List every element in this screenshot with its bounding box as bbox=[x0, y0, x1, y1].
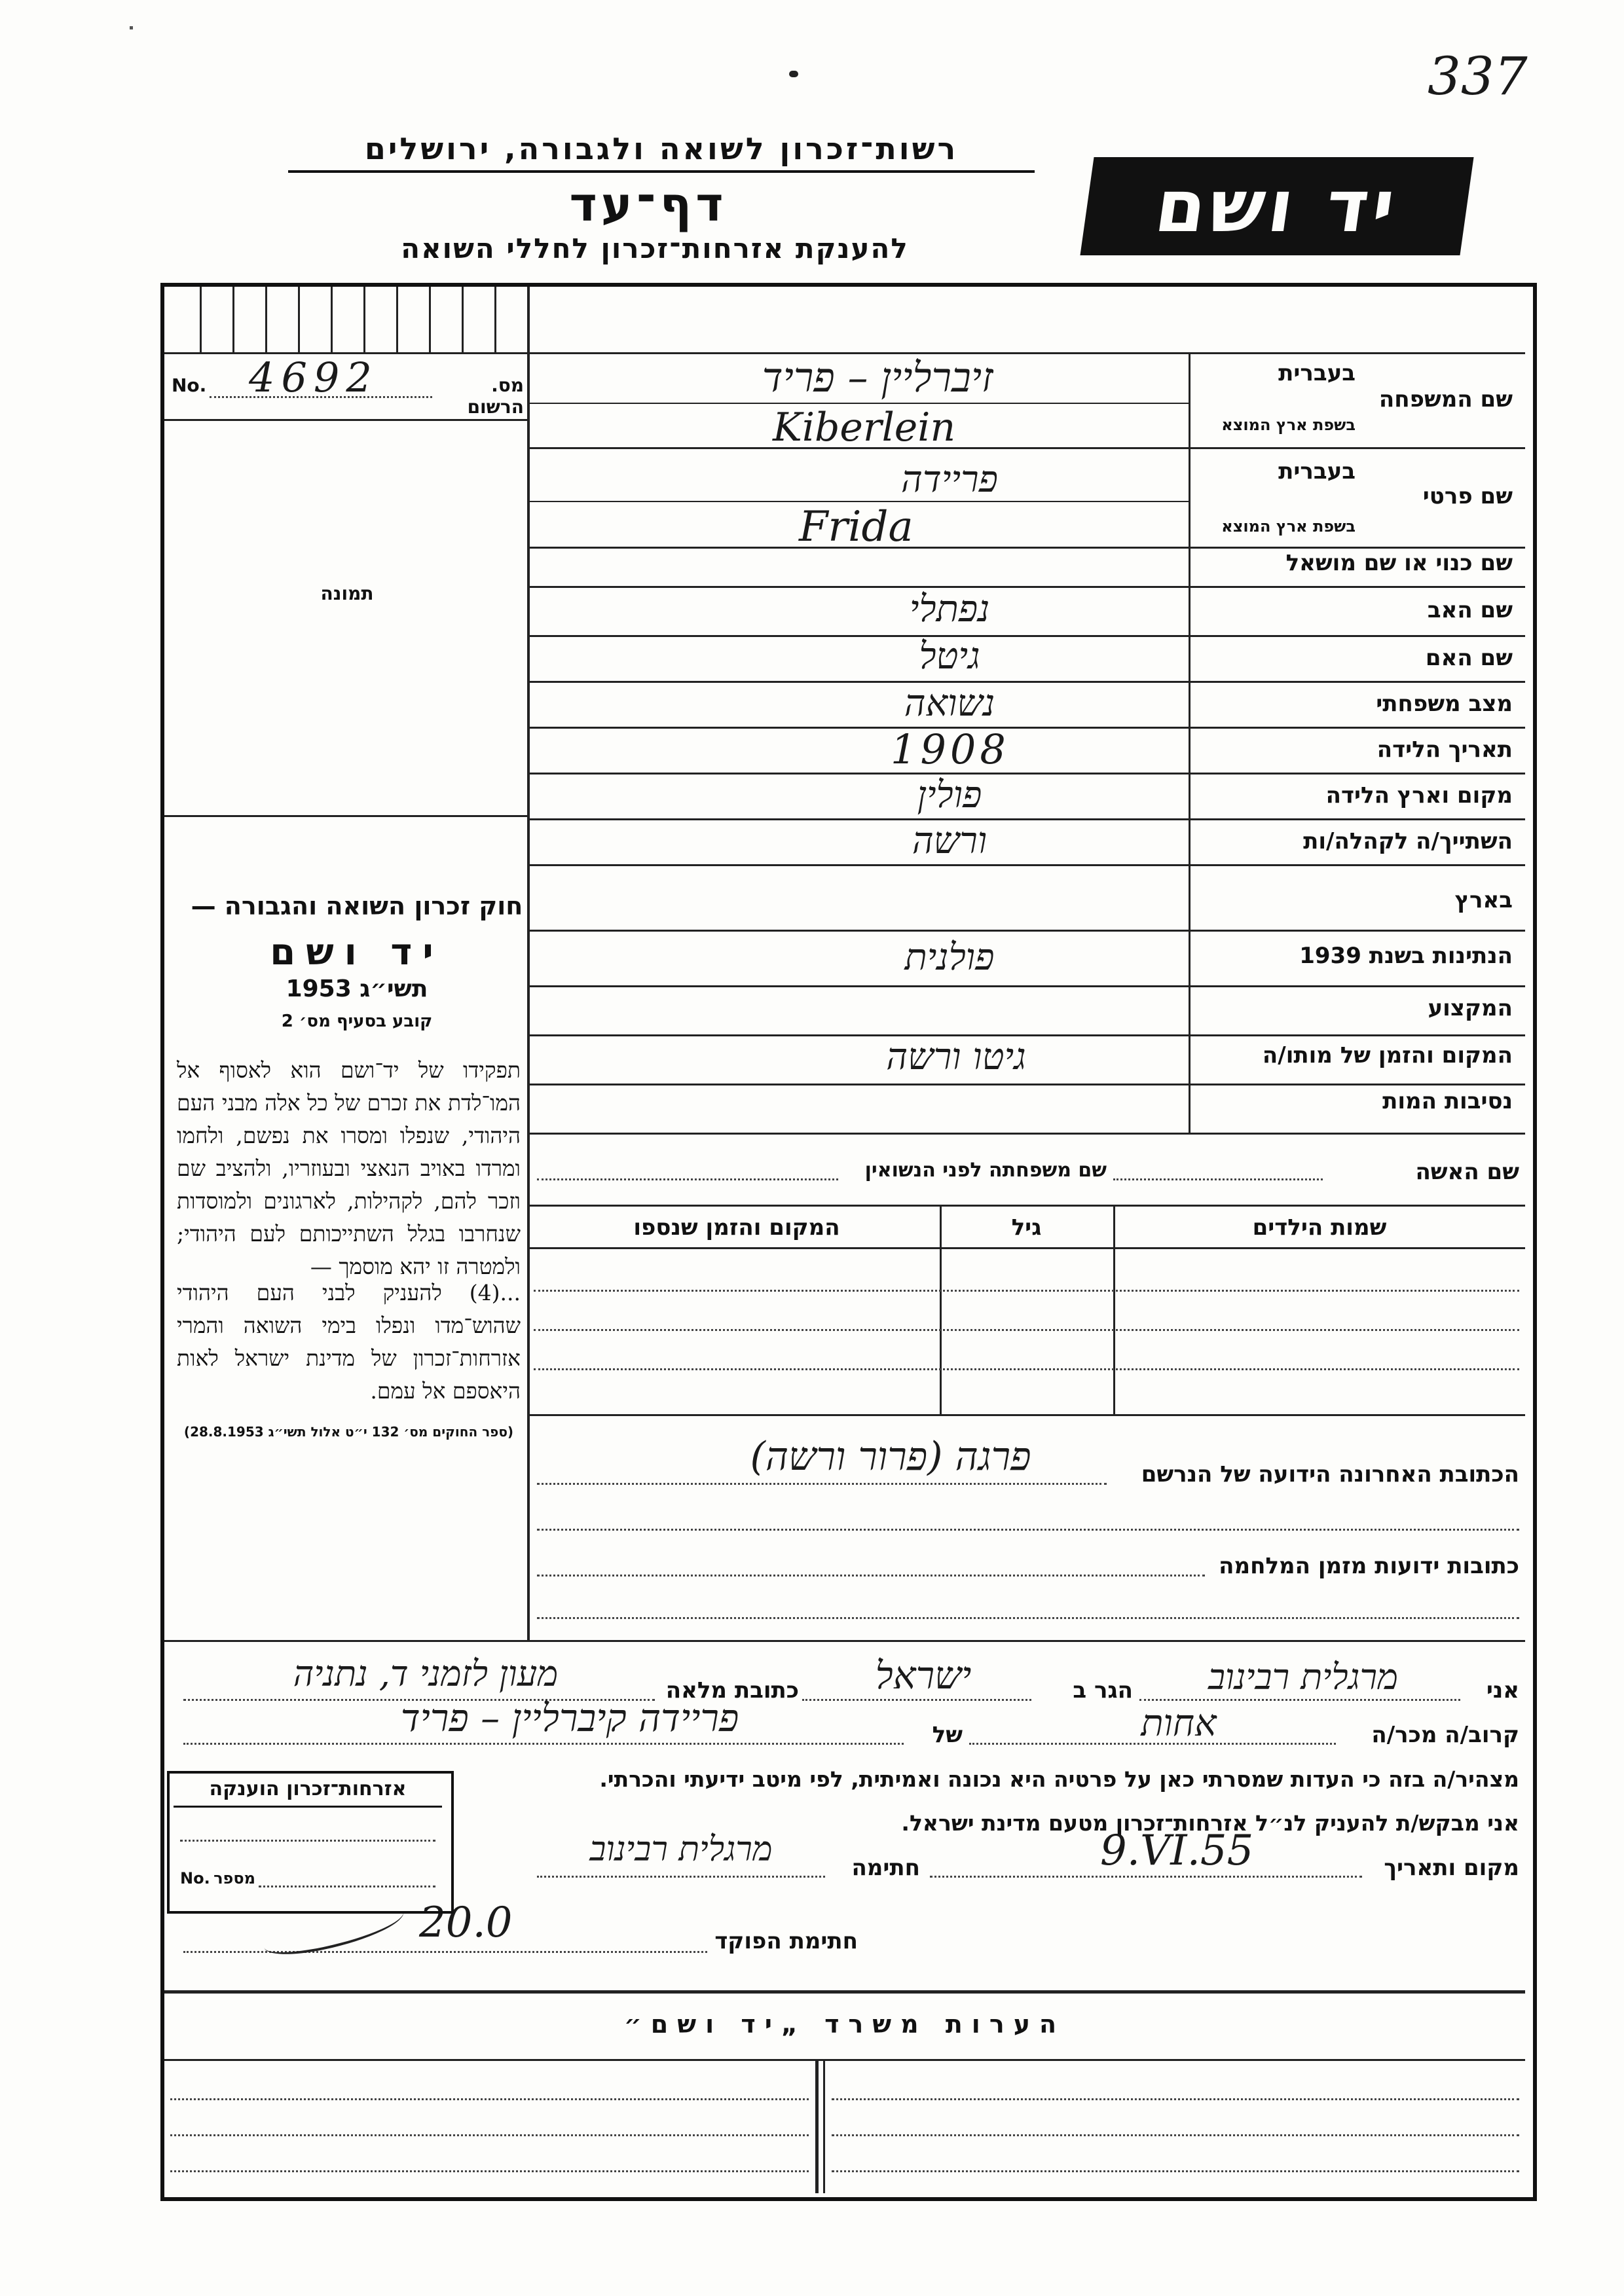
officer-signature-value: 20.0 bbox=[419, 1899, 513, 1947]
father-name-label: שם האב bbox=[1427, 597, 1513, 623]
declarant-address-value: מעון לזמני ד, נתניה bbox=[293, 1653, 559, 1694]
last-address-label: הכתובת האחרונה הידועה של הנרשם bbox=[1141, 1461, 1519, 1487]
birth-place-value: פולין bbox=[917, 774, 982, 816]
death-place-value: גיטו ורשה bbox=[886, 1036, 1026, 1078]
family-name-hebrew-value: זיברליין – פריד bbox=[762, 354, 993, 401]
law-year: תשי״ג 1953 bbox=[286, 975, 428, 1002]
authority-name: רשות־זכרון לשואה ולגבורה, ירושלים bbox=[288, 131, 1035, 173]
relative-of-value: פריידה קיברליין – פריד bbox=[400, 1696, 739, 1740]
place-date-label: מקום ותאריך bbox=[1384, 1855, 1519, 1881]
relation-value: אחות bbox=[1141, 1702, 1217, 1745]
relative-label: קרוב/ה מכר/ה bbox=[1371, 1722, 1519, 1748]
citizenship-label: הנתינות בשנת 1939 bbox=[1299, 943, 1513, 969]
law-title: חוק זכרון השואה והגבורה — bbox=[191, 892, 523, 920]
declarant-i-label: אני bbox=[1486, 1677, 1519, 1704]
first-name-label: שם פרטי bbox=[1422, 483, 1513, 509]
mother-name-value: גיטל bbox=[919, 635, 980, 678]
first-name-native-label: בשפת ארץ המוצא bbox=[1221, 517, 1356, 536]
father-name-value: נפתלי bbox=[909, 588, 990, 630]
cert-number-label: מספר bbox=[213, 1869, 255, 1887]
scan-mark bbox=[789, 71, 798, 77]
remarks-title: הערות משרד „יד ושם״ bbox=[623, 2010, 1066, 2039]
yad-vashem-logo bbox=[1080, 157, 1473, 255]
first-name-hebrew-value: פריידה bbox=[901, 458, 998, 501]
relative-of-label: של bbox=[932, 1722, 963, 1748]
family-name-label: שם המשפחה bbox=[1378, 386, 1513, 412]
wife-maiden-label: שם משפחתה לפני הנשואין bbox=[864, 1159, 1107, 1182]
place-date-value: 9.VI.55 bbox=[1100, 1827, 1254, 1875]
death-circumstances-label: נסיבות המות bbox=[1382, 1088, 1513, 1114]
birth-date-value: 1908 bbox=[891, 725, 1010, 773]
nickname-label: שם כנוי או שם מושאל bbox=[1285, 550, 1513, 576]
war-address-label: כתובות ידועות מזמן המלחמה bbox=[1219, 1553, 1519, 1579]
logo-text: יד ושם bbox=[1150, 164, 1404, 248]
registration-no-label: No. bbox=[172, 374, 207, 396]
family-name-native-label: בשפת ארץ המוצא bbox=[1221, 416, 1356, 434]
form-subtitle: להענקת אזרחות־זכרון לחללי השואה bbox=[401, 232, 909, 264]
wife-label: שם האשה bbox=[1415, 1159, 1519, 1185]
marital-status-value: נשואה bbox=[904, 682, 995, 725]
last-address-value: פרגה (פרור ורשה) bbox=[750, 1434, 1031, 1480]
law-source: (ספר החוקים מס׳ 132 י״ט אלול תשי״ג 28.8.1953) bbox=[183, 1424, 514, 1440]
marital-status-label: מצב משפחתי bbox=[1376, 691, 1513, 717]
birth-date-label: תאריך הלידה bbox=[1376, 737, 1513, 763]
citizenship-granted-title: אזרחות־זכרון הוענקה bbox=[174, 1777, 442, 1808]
law-paragraph-2: ...(4) להעניק לבני העם היהודי שהוש־מדו ונפלו בימי השואה והמרי אזרחות־זכרון של מדינת ישראל לאות היאספם אל עמם. bbox=[177, 1280, 521, 1404]
declarant-name: מרגלית רבינוב bbox=[1208, 1656, 1398, 1698]
declaration-statement: מצהיר/ה בזה כי העדות שמסרתי כאן על פרטיה היא נכונה ואמיתית, לפי מיטב ידיעתי והכרתי. bbox=[599, 1766, 1519, 1792]
declarant-city: ישראל bbox=[875, 1653, 972, 1698]
family-name-native-value: Kiberlein bbox=[773, 405, 956, 450]
signature-label: חתימה bbox=[851, 1855, 920, 1881]
law-name: יד ושם bbox=[270, 931, 444, 974]
request-statement: אני מבקש/ת להעניק לנ״ל אזרחות־זכרון מטעם מדינת ישראל. bbox=[901, 1810, 1519, 1836]
officer-signature-label: חתימת הפוקד bbox=[714, 1928, 858, 1954]
first-name-hebrew-label: בעברית bbox=[1278, 458, 1356, 484]
children-age-header: גיל bbox=[1011, 1214, 1042, 1241]
cert-no-label: No. bbox=[180, 1869, 210, 1887]
law-clause: קובע בסעיף מס׳ 2 bbox=[281, 1011, 433, 1031]
declarant-address-label: כתובת מלאה bbox=[665, 1677, 799, 1704]
registration-label: מס. הרשום bbox=[467, 374, 524, 418]
declarant-residing-label: הגר ב bbox=[1073, 1677, 1133, 1704]
children-names-header: שמות הילדים bbox=[1252, 1214, 1387, 1241]
community-label: השתייך/ה לקהלה/ות bbox=[1303, 828, 1513, 854]
signature-value: מרגלית רבינוב bbox=[589, 1830, 773, 1869]
form-title: דף־עד bbox=[569, 177, 728, 232]
community-value: ורשה bbox=[912, 820, 987, 862]
birth-place-label: מקום וארץ הלידה bbox=[1325, 782, 1513, 809]
archive-annotation: 337 bbox=[1428, 46, 1528, 107]
scan-mark bbox=[130, 26, 133, 29]
death-place-label: המקום והזמן של מותו/ה bbox=[1262, 1042, 1513, 1068]
registration-number: 4692 bbox=[249, 354, 378, 401]
law-paragraph-1: תפקידו של יד־ושם הוא לאסוף אל המו־לדת את זכרם של כל אלה מבני העם היהודי, שנפלו ומסרו את נפשם, ולחמו ומרדו באויב הנאצי ובעוזריו, ולהציב שם וזכר להם, לקהילות, לארגונים ולמוסדות שנחרבו בגלל השתייכותם לעם היהודי; ולמטרה זו יהא מוסמך — bbox=[177, 1057, 521, 1279]
family-name-hebrew-label: בעברית bbox=[1278, 360, 1356, 386]
in-country-label: בארץ bbox=[1454, 887, 1513, 913]
mother-name-label: שם האם bbox=[1425, 645, 1513, 671]
profession-label: המקצוע bbox=[1428, 995, 1513, 1021]
citizenship-value: פולנית bbox=[904, 936, 995, 979]
first-name-native-value: Frida bbox=[799, 503, 913, 551]
photo-label: תמונה bbox=[320, 583, 374, 604]
children-death-header: המקום והזמן שנספו bbox=[633, 1214, 840, 1241]
